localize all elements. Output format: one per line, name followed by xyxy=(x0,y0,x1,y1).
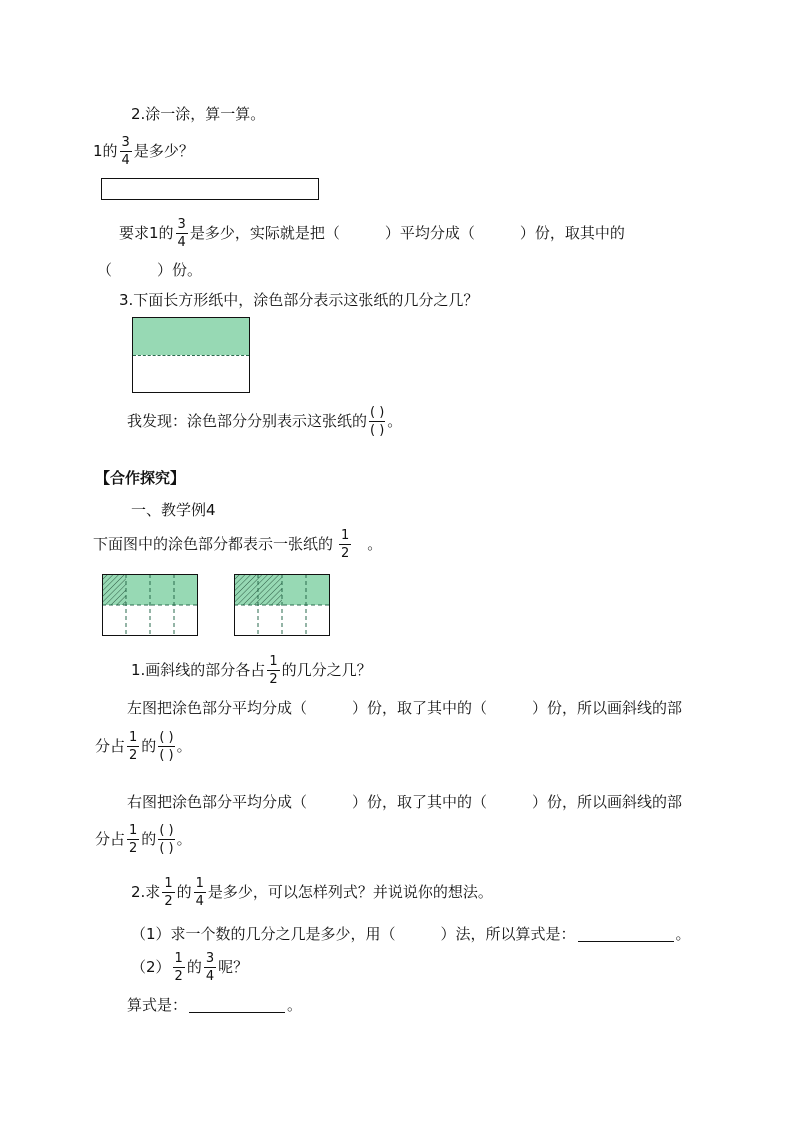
item2-mid: 的 xyxy=(186,958,202,976)
fraction-1-2: $\frac{1}{2}$ xyxy=(174,951,183,984)
shaded-half xyxy=(133,318,249,355)
right-line2-mid: 的 xyxy=(141,830,157,848)
fraction-3-4: $\frac{3}{4}$ xyxy=(177,217,186,250)
fraction-1-2: $\frac{1}{2}$ xyxy=(129,730,138,763)
ex2-item2 xyxy=(131,952,248,983)
fraction-3-4: $\frac{3}{4}$ xyxy=(121,135,130,168)
ex1-left-line1: 左图把涂色部分平均分成（ ）份，取了其中的（ ）份，所以画斜线的部 xyxy=(127,699,683,717)
ex2-formula xyxy=(127,998,302,1013)
formula-post: 。 xyxy=(287,996,303,1014)
left-diagram xyxy=(102,574,198,636)
dashed-divider xyxy=(133,355,249,356)
left-line2-pre: 分占 xyxy=(95,737,126,755)
answer-fraction-blank[interactable]: ( ) ( ) xyxy=(159,730,174,763)
fraction-1-2: $\frac{1}{2}$ xyxy=(164,876,173,909)
fraction-1-2: $\frac{1}{2}$ xyxy=(341,528,350,561)
section-sub: 一、教学例4 xyxy=(131,501,216,519)
ex2-item1 xyxy=(131,927,691,942)
ex1-heading-post: 的几分之几？ xyxy=(281,661,372,679)
left-line2-post: 。 xyxy=(176,737,192,755)
q3-heading: 3.下面长方形纸中，涂色部分表示这张纸的几分之几？ xyxy=(119,291,479,309)
ex1-heading xyxy=(131,655,372,686)
ex1-heading-pre: 1.画斜线的部分各占 xyxy=(131,661,266,679)
q3-finding xyxy=(127,406,402,437)
rectangle-paper xyxy=(132,317,250,393)
section-title: 【合作探究】 xyxy=(95,469,186,487)
q2-prompt xyxy=(93,136,194,167)
q2-fill-line2: （ ）份。 xyxy=(97,261,203,279)
item1-pre: （1）求一个数的几分之几是多少，用（ ）法，所以算式是： xyxy=(131,925,576,943)
formula-label: 算式是： xyxy=(127,996,188,1014)
q2-fill-pre: 要求1的 xyxy=(119,224,174,242)
ex2-heading-pre: 2.求 xyxy=(131,883,161,901)
answer-fraction-blank[interactable]: ( ) ( ) xyxy=(159,823,174,856)
ex1-right-line1: 右图把涂色部分平均分成（ ）份，取了其中的（ ）份，所以画斜线的部 xyxy=(127,793,683,811)
formula-blank-line[interactable] xyxy=(578,927,674,942)
intro-pre: 下面图中的涂色部分都表示一张纸的 xyxy=(93,535,334,553)
left-line2-mid: 的 xyxy=(141,737,157,755)
intro-post: 。 xyxy=(367,535,383,553)
ex2-heading-post: 是多少，可以怎样列式？并说说你的想法。 xyxy=(207,883,493,901)
answer-fraction-blank[interactable]: ( ) ( ) xyxy=(370,405,385,438)
empty-strip-box[interactable] xyxy=(101,178,319,200)
q3-find-post: 。 xyxy=(387,412,403,430)
ex1-left-line2 xyxy=(95,731,192,762)
fraction-1-2: $\frac{1}{2}$ xyxy=(129,823,138,856)
ex2-heading-mid: 的 xyxy=(176,883,192,901)
formula-blank-line[interactable] xyxy=(189,998,285,1013)
q2-prompt-post: 是多少？ xyxy=(133,142,194,160)
item2-post: 呢？ xyxy=(218,958,249,976)
hatched-part xyxy=(102,574,126,605)
q2-fill-post: 是多少，实际就是把（ ）平均分成（ ）份，取其中的 xyxy=(189,224,625,242)
q3-find-pre: 我发现：涂色部分分别表示这张纸的 xyxy=(127,412,368,430)
fraction-1-2: $\frac{1}{2}$ xyxy=(269,654,278,687)
ex2-heading xyxy=(131,877,493,908)
q2-prompt-pre: 1的 xyxy=(93,142,118,160)
right-line2-post: 。 xyxy=(176,830,192,848)
q2-heading: 2.涂一涂，算一算。 xyxy=(131,105,266,123)
item1-post: 。 xyxy=(675,925,691,943)
section-intro xyxy=(93,529,382,560)
item2-pre: （2） xyxy=(131,958,171,976)
q2-fill-line1 xyxy=(119,218,625,249)
right-diagram xyxy=(234,574,330,636)
right-line2-pre: 分占 xyxy=(95,830,126,848)
fraction-3-4: $\frac{3}{4}$ xyxy=(205,951,215,984)
fraction-1-4: $\frac{1}{4}$ xyxy=(195,876,204,909)
ex1-right-line2 xyxy=(95,824,192,855)
